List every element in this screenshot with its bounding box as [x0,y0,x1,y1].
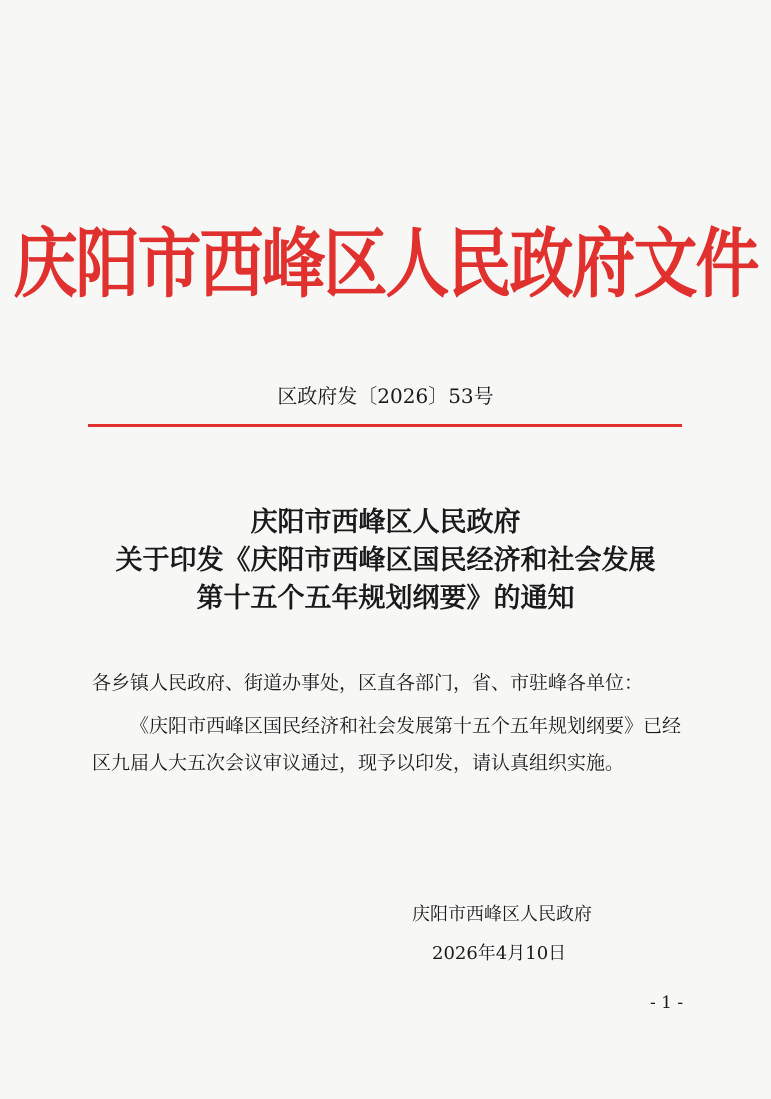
title-line-2: 关于印发《庆阳市西峰区国民经济和社会发展 [115,545,656,576]
masthead-title: 庆阳市西峰区人民政府文件 [13,220,758,309]
issuer-signature: 庆阳市西峰区人民政府 [412,904,592,925]
salutation: 各乡镇人民政府、街道办事处，区直各部门，省、市驻峰各单位： [92,672,644,694]
issue-date: 2026年4月10日 [432,943,567,964]
body-text [92,708,688,782]
document-title [0,504,771,618]
page-number: - 1 - [650,993,684,1013]
title-line-3: 第十五个五年规划纲要》的通知 [196,583,575,614]
body-paragraph: 《庆阳市西峰区国民经济和社会发展第十五个五年规划纲要》已经区九届人大五次会议审议通过，现予以印发，请认真组织实施。 [92,715,682,774]
red-divider-line [88,424,682,427]
document-number: 区政府发〔2026〕53号 [277,384,494,408]
title-line-1: 庆阳市西峰区人民政府 [250,507,521,538]
